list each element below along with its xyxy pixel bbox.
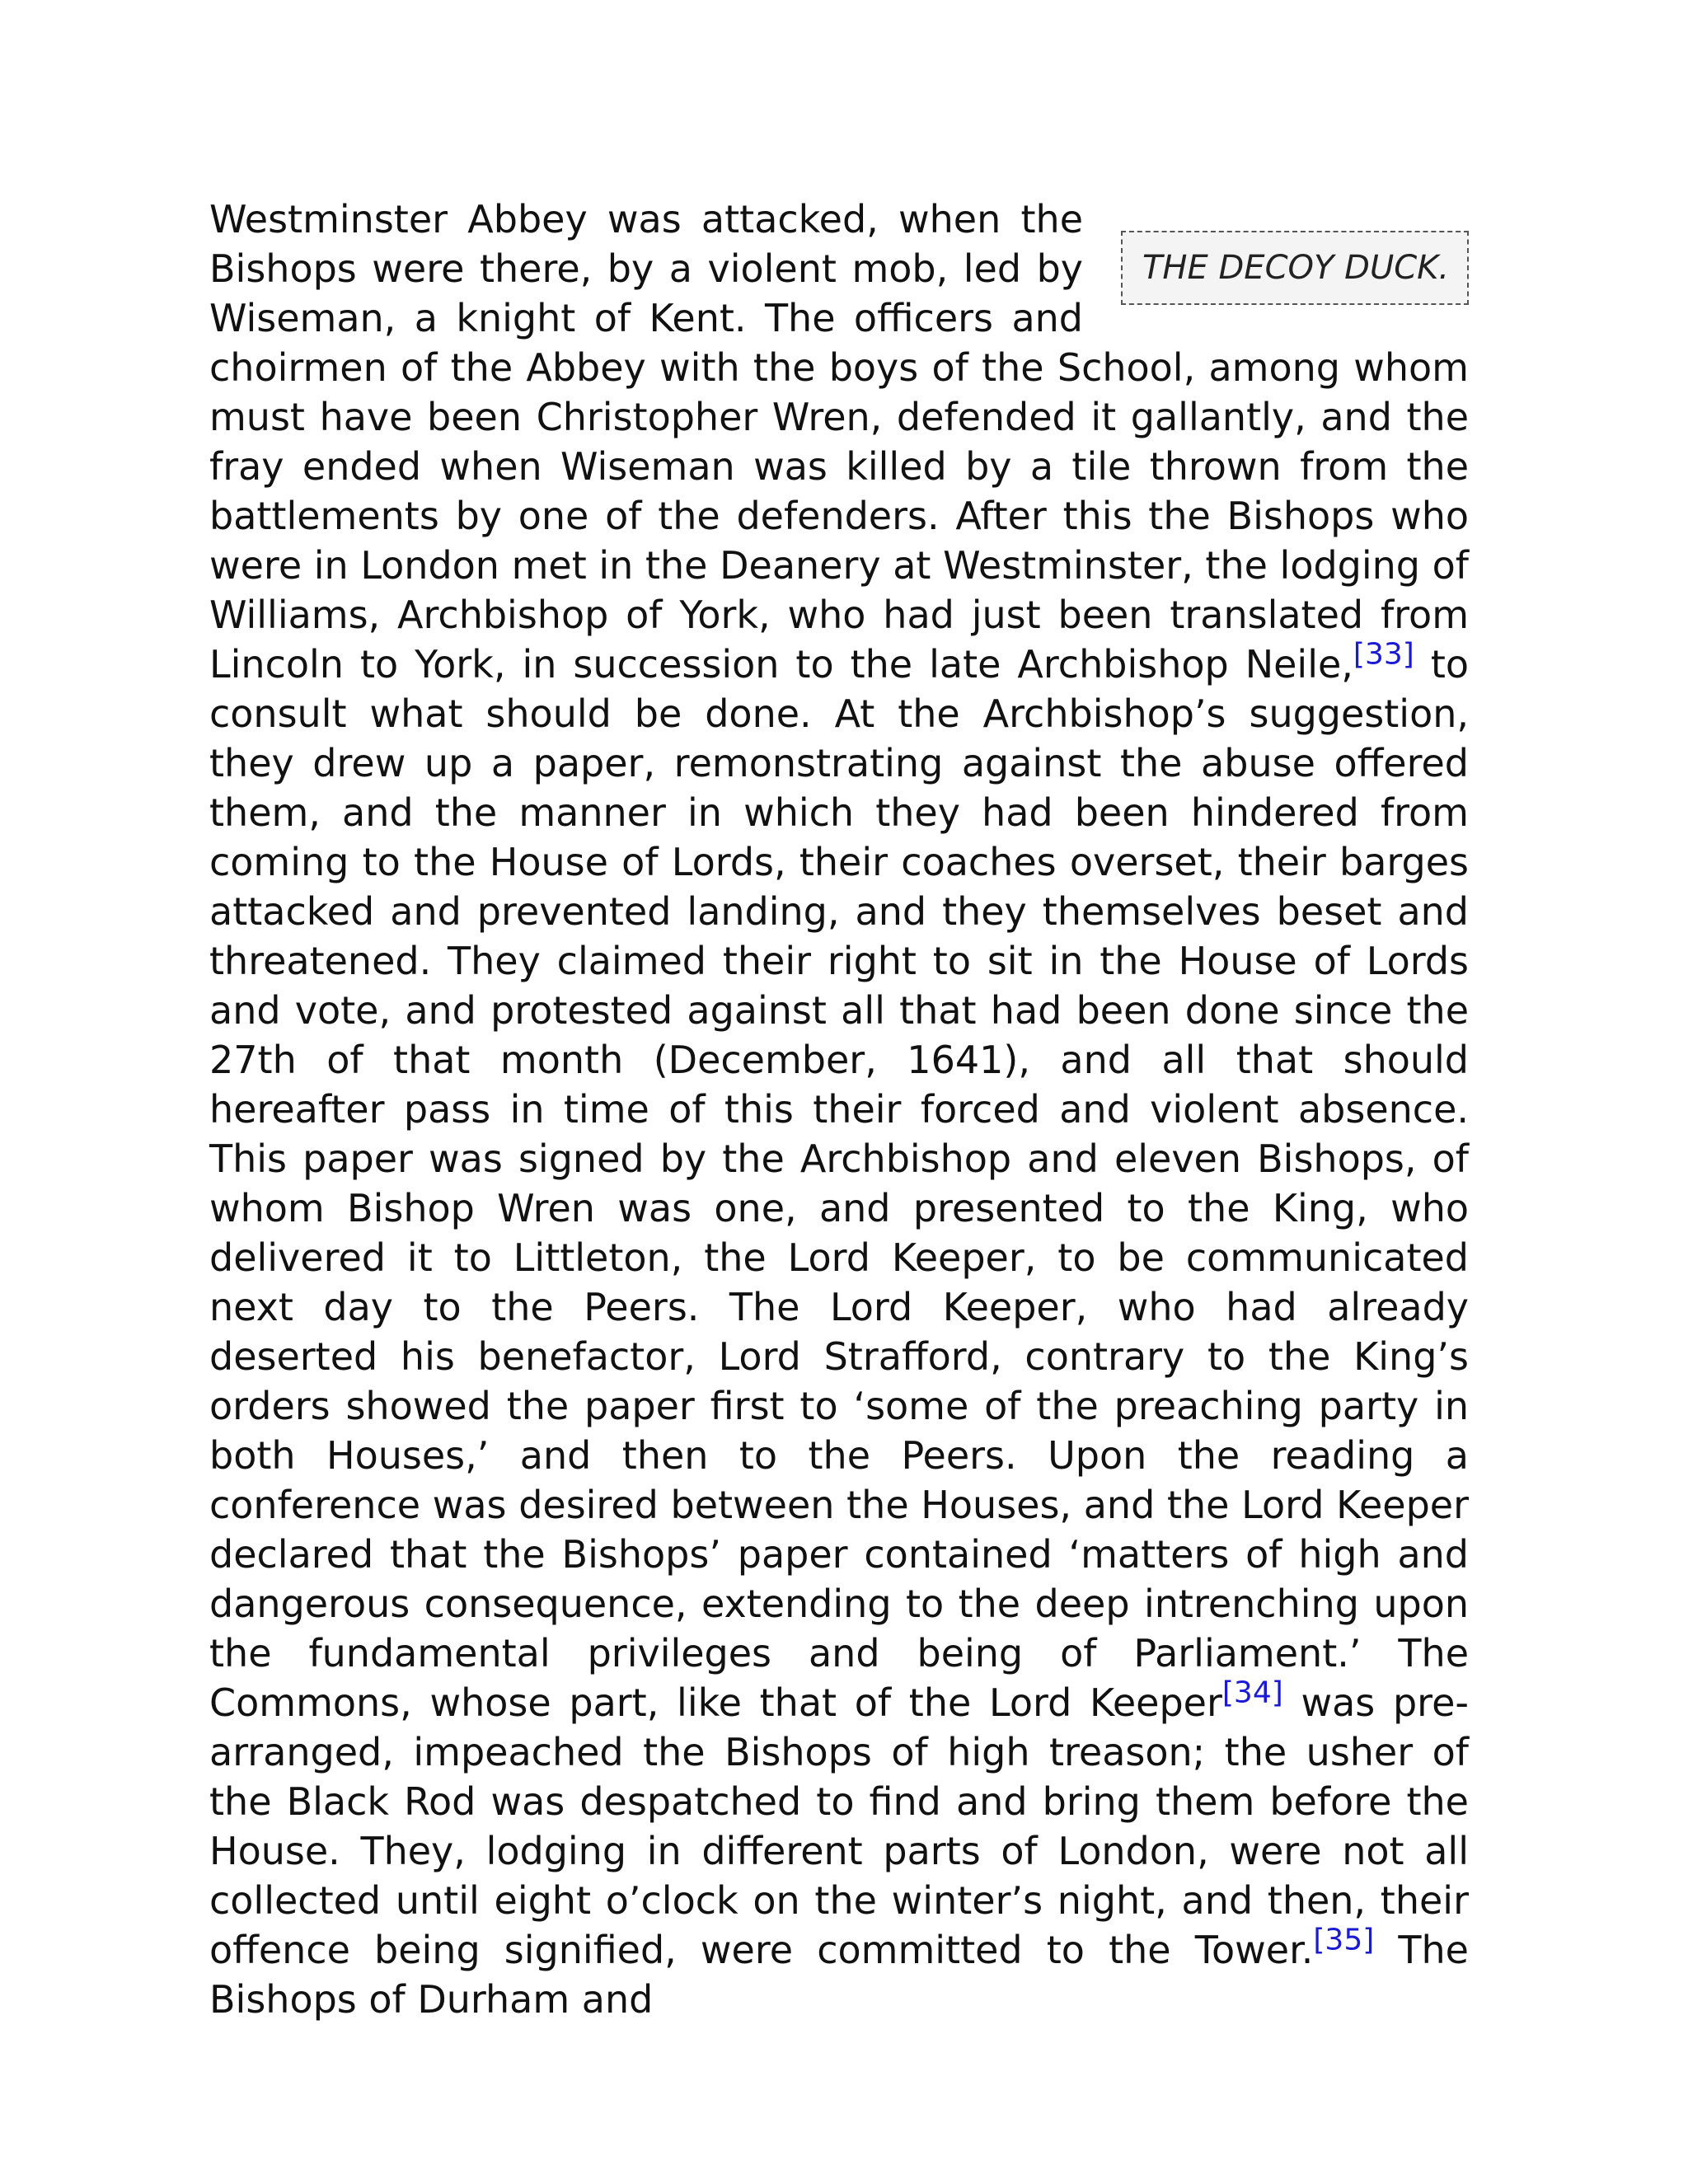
sidenote-text: THE DECOY DUCK. bbox=[1142, 249, 1450, 287]
paragraph-text-1: Westminster Abbey was attacked, when the Bishops were there, by a violent mob, led by Wiseman, a knight of Kent. The officers and choirmen of the Abbey with the boys of the School, among whom must have been Christopher Wren, defended it gallantly, and the fray ended when Wiseman was killed by a tile thrown from the battlements by one of the defenders. After this the Bishops who were in London met in the Deanery at Westminster, the lodging of Williams, Archbishop of York, who had just been translated from Lincoln to York, in succession to the late Archbishop Neile, bbox=[209, 197, 1469, 687]
paragraph-text-4: The Bishops of Durham and bbox=[209, 1928, 1469, 2022]
paragraph-text-3: was pre-arranged, impeached the Bishops of high treason; the usher of the Black Rod was despatched to find and bring them before the House. They, lodging in different parts of London, were not all collected until eight o’clock on the winter’s night, and then, their offence being signified, were committed to the Tower. bbox=[209, 1680, 1469, 1972]
body-paragraph bbox=[209, 194, 1469, 2024]
footnote-link-34[interactable]: [34] bbox=[1221, 1675, 1283, 1710]
sidenote bbox=[1121, 231, 1469, 305]
page-body bbox=[209, 194, 1469, 2024]
paragraph-text-2: to consult what should be done. At the Archbishop’s suggestion, they drew up a paper, remonstrating against the abuse offered them, and the manner in which they had been hindered from coming to the House of Lords, their coaches overset, their barges attacked and prevented landing, and they themselves beset and threatened. They claimed their right to sit in the House of Lords and vote, and protested against all that had been done since the 27th of that month (December, 1641), and all that should hereafter pass in time of this their forced and violent absence. This paper was signed by the Archbishop and eleven Bishops, of whom Bishop Wren was one, and presented to the King, who delivered it to Littleton, the Lord Keeper, to be communicated next day to the Peers. The Lord Keeper, who had already deserted his benefactor, Lord Strafford, contrary to the King’s orders showed the paper first to ‘some of the preaching party in both Houses,’ and then to the Peers. Upon the reading a conference was desired between the Houses, and the Lord Keeper declared that the Bishops’ paper contained ‘matters of high and dangerous consequence, extending to the deep intrenching upon the fundamental privileges and being of Parliament.’ The Commons, whose part, like that of the Lord Keeper bbox=[209, 642, 1470, 1725]
footnote-link-33[interactable]: [33] bbox=[1353, 637, 1414, 672]
footnote-link-35[interactable]: [35] bbox=[1313, 1923, 1375, 1957]
